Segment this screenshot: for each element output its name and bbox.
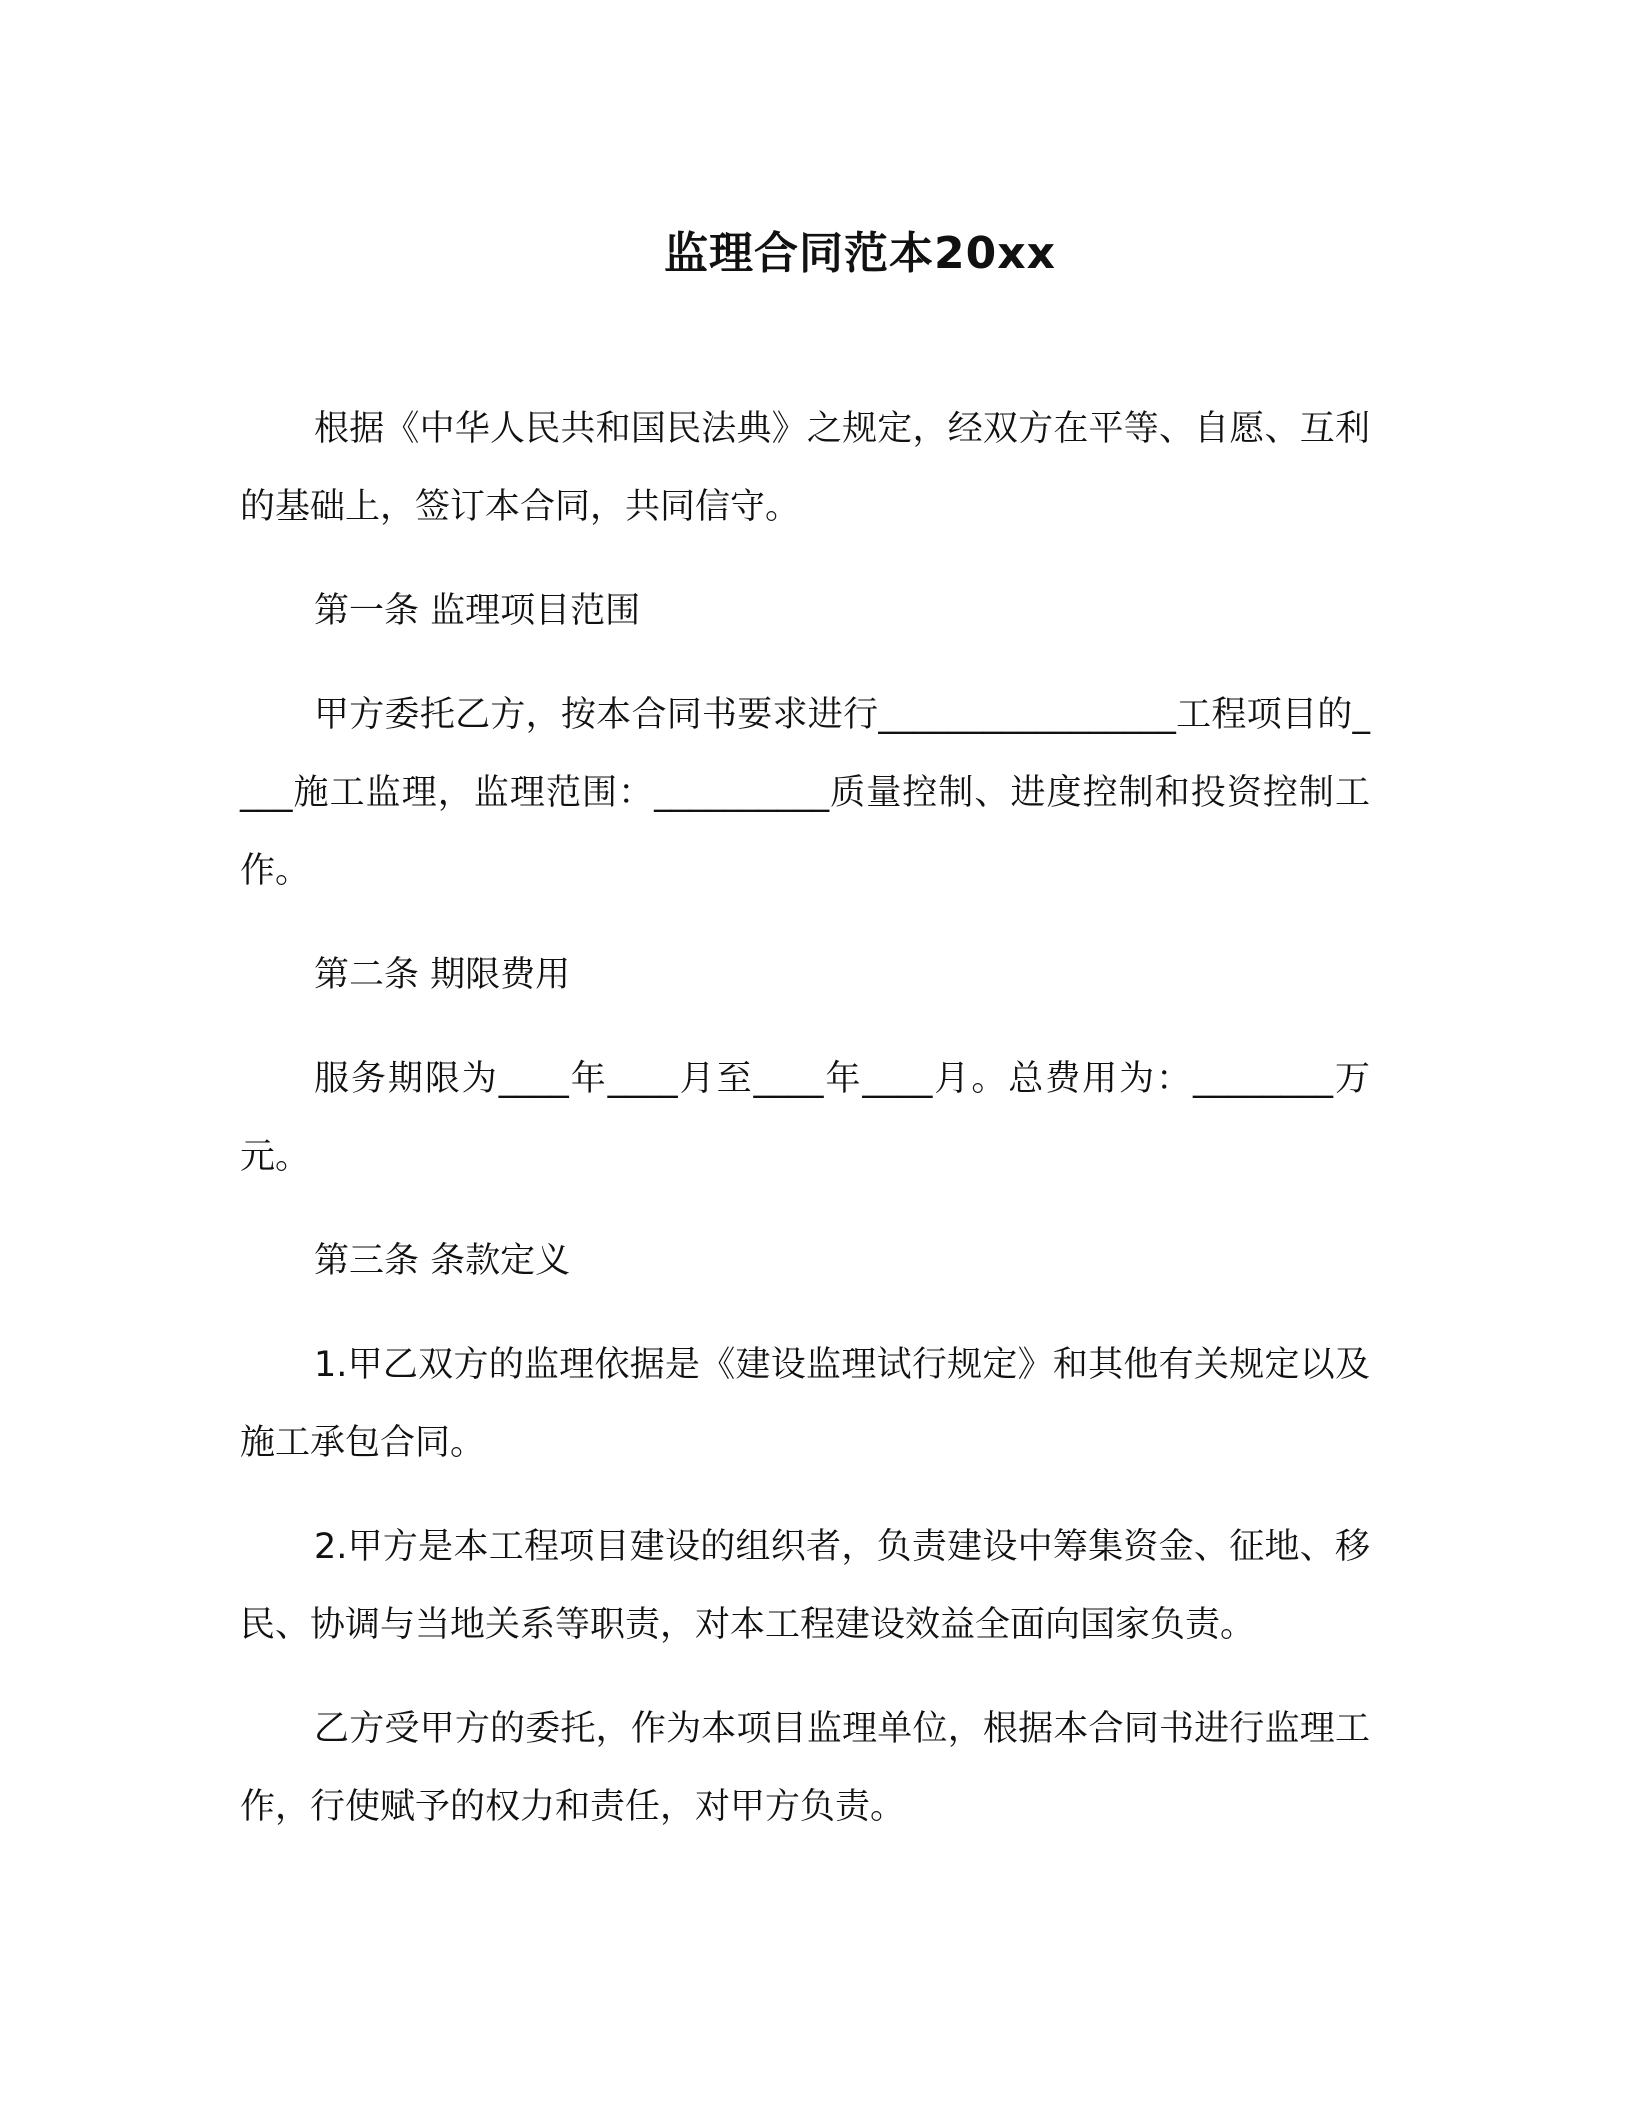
article-1-paragraph: 甲方委托乙方，按本合同书要求进行_________________工程项目的____施工监理，监理范围：__________质量控制、进度控制和投资控制工作。: [240, 695, 1370, 891]
article-3-heading: 第三条 条款定义: [314, 1241, 571, 1281]
clause-1-paragraph: 1.甲乙双方的监理依据是《建设监理试行规定》和其他有关规定以及施工承包合同。: [240, 1345, 1370, 1463]
document-body: [240, 390, 1370, 1872]
preamble-paragraph: 根据《中华人民共和国民法典》之规定，经双方在平等、自愿、互利的基础上，签订本合同，共同信守。: [240, 409, 1370, 527]
article-2-paragraph: 服务期限为____年____月至____年____月。总费用为：________万元。: [240, 1059, 1370, 1177]
party-b-paragraph: 乙方受甲方的委托，作为本项目监理单位，根据本合同书进行监理工作，行使赋予的权力和责任，对甲方负责。: [240, 1709, 1370, 1827]
article-1-heading: 第一条 监理项目范围: [314, 591, 641, 631]
article-2-heading: 第二条 期限费用: [314, 955, 571, 995]
document-title: 监理合同范本20xx: [664, 228, 1056, 279]
clause-2-paragraph: 2.甲方是本工程项目建设的组织者，负责建设中筹集资金、征地、移民、协调与当地关系等职责，对本工程建设效益全面向国家负责。: [240, 1527, 1370, 1645]
